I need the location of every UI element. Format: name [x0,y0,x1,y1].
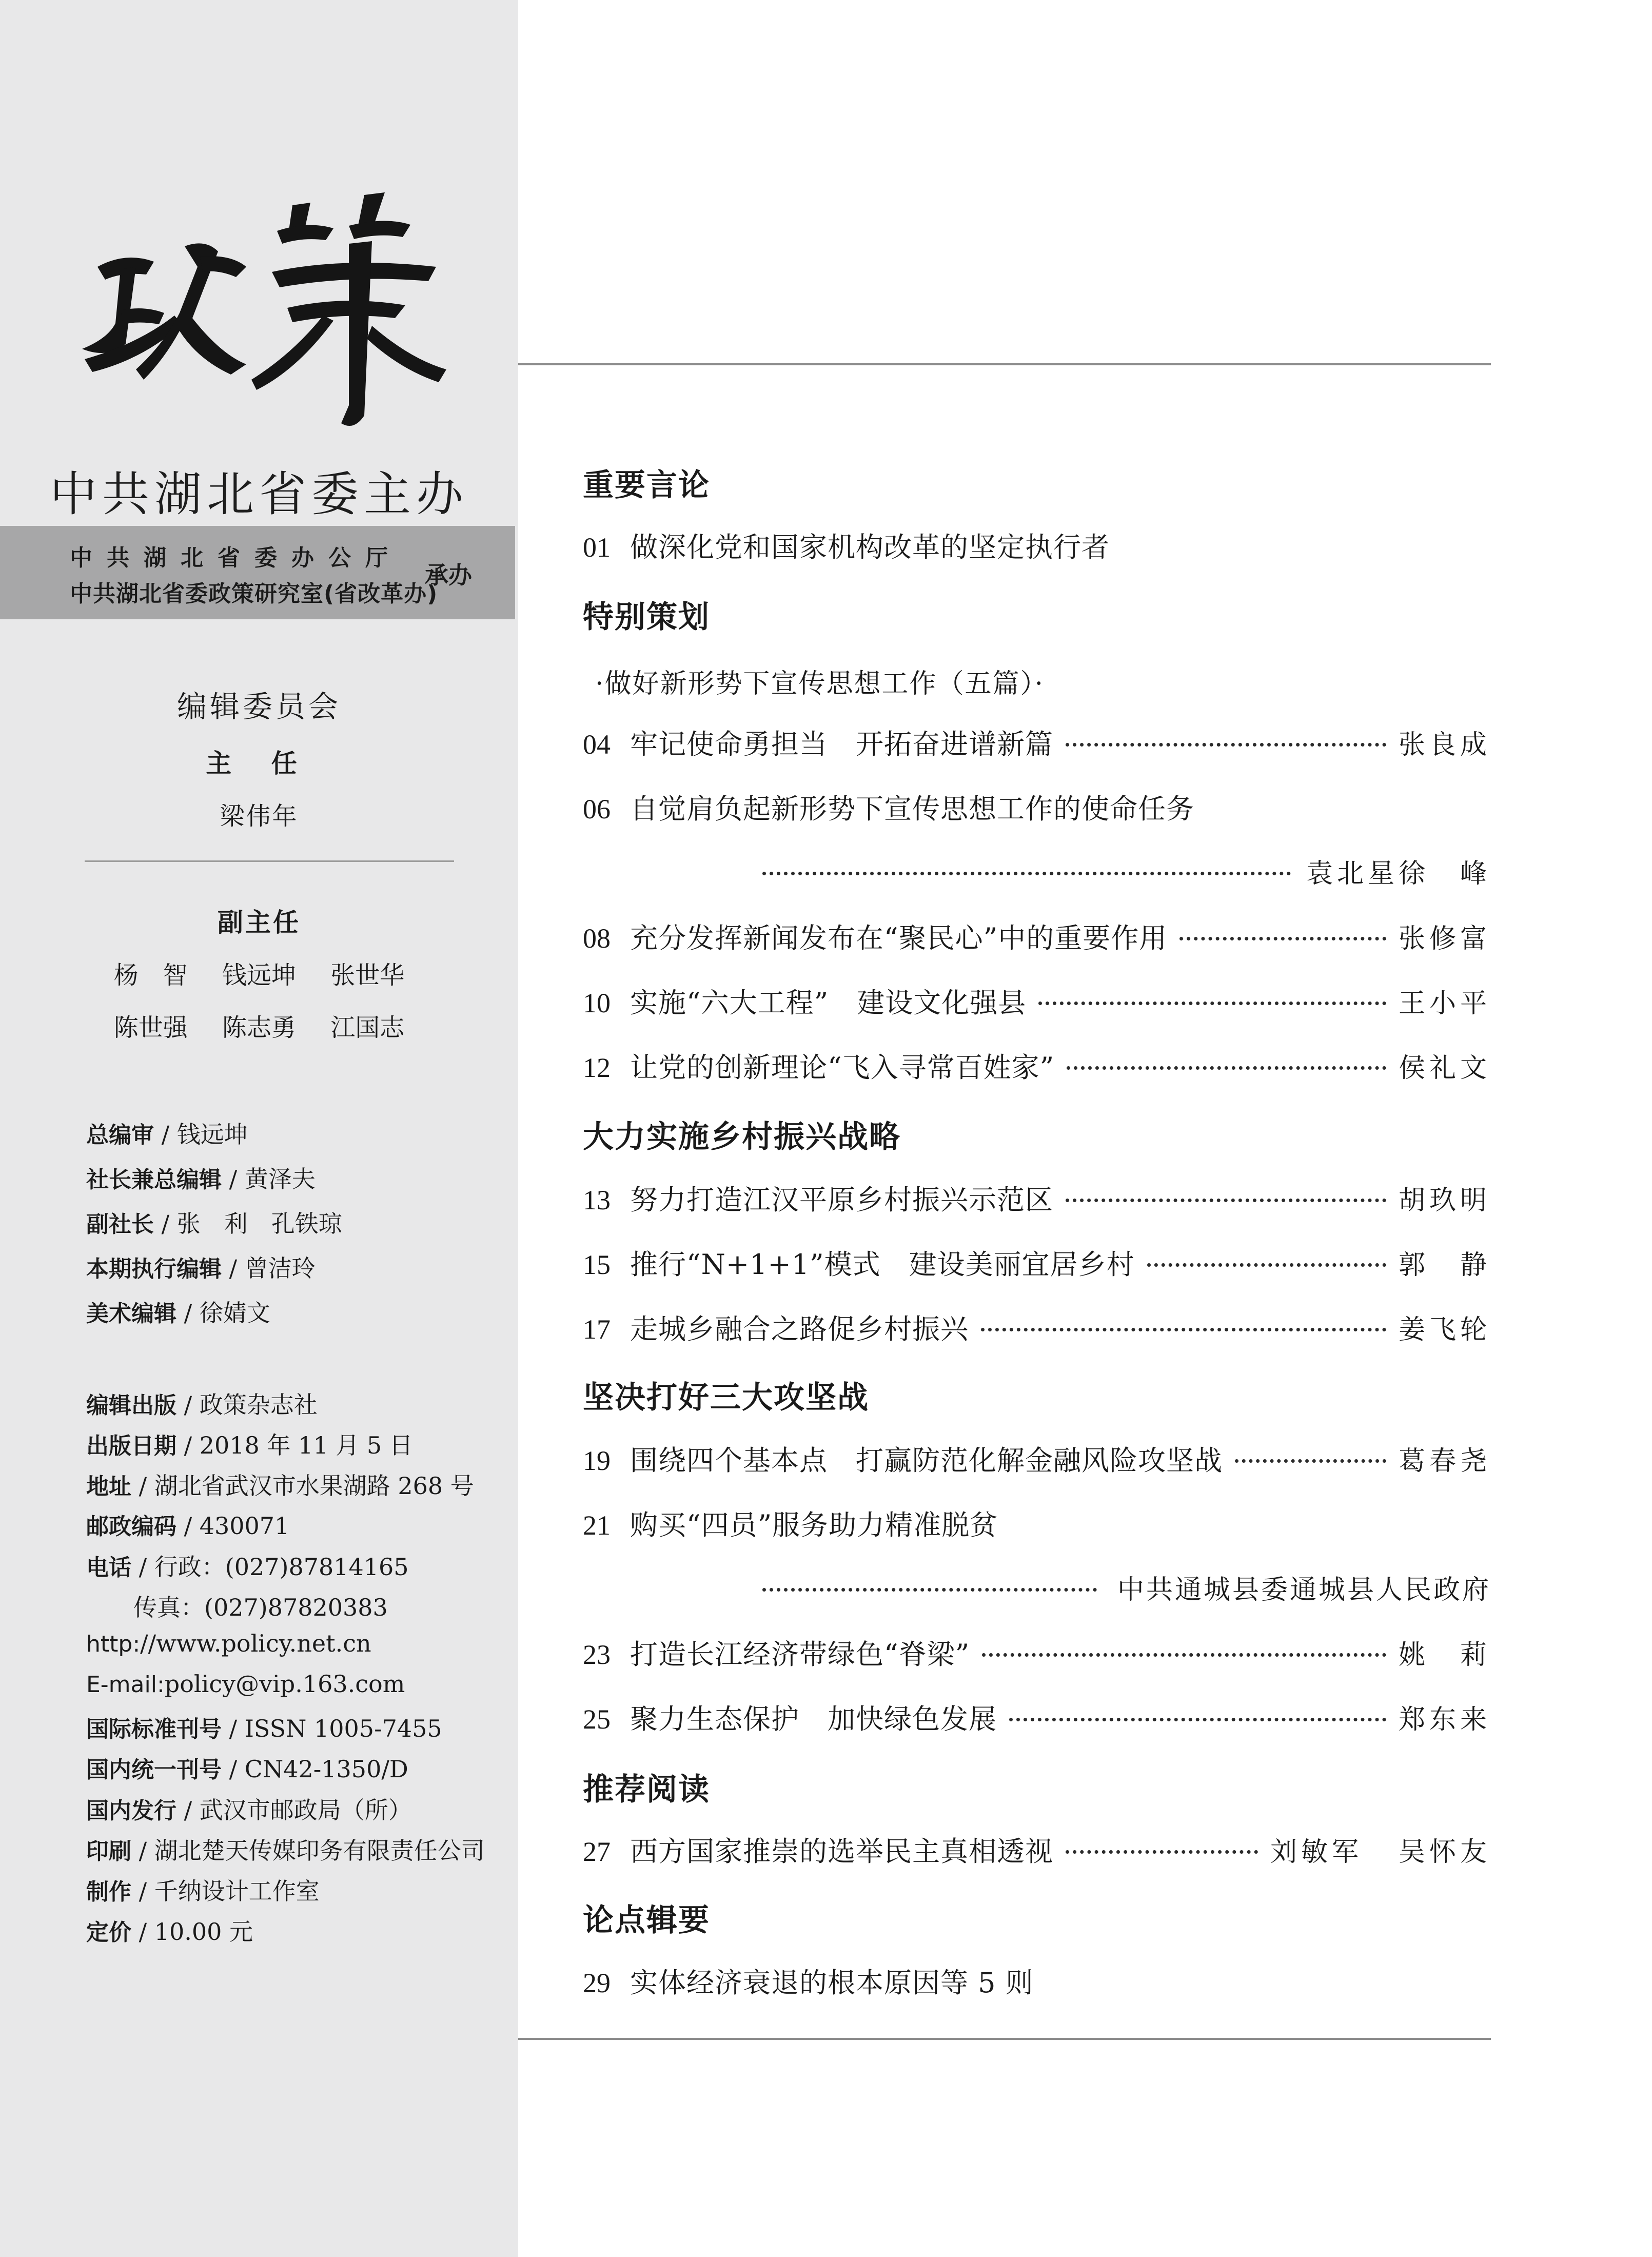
dot-leader [1235,1459,1386,1463]
pub-price: 定价 / 10.00 元 [86,1918,253,1946]
dot-leader [1066,1850,1258,1854]
article-author: 姚 莉 [1398,1640,1491,1671]
dot-leader [981,1328,1386,1331]
toc-entry[interactable] [583,525,1491,566]
toc-entry[interactable] [583,1503,1491,1544]
article-author: 胡玖明 [1398,1185,1491,1216]
page-number: 25 [583,1704,611,1735]
undertake-label: 承办 [425,561,472,589]
toc-entry[interactable] [583,1961,1491,2002]
article-title: 实施“六大工程” 建设文化强县 [630,987,1027,1019]
section-three-battles: 坚决打好三大攻坚战 [583,1380,869,1416]
article-title: 牢记使命勇担当 开拓奋进谱新篇 [630,728,1053,760]
article-title: 打造长江经济带绿色“脊梁” [630,1638,970,1671]
page-number: 04 [583,729,611,760]
staff-deputy-director: 副社长 / 张 利 孔铁琼 [86,1210,342,1238]
deputy-name: 张世华 [330,961,405,990]
article-author: 侯礼文 [1398,1053,1491,1084]
article-title: 让党的创新理论“飞入寻常百姓家” [630,1051,1055,1084]
dot-leader [1038,1002,1386,1005]
pub-email[interactable]: E-mail:policy@vip.163.com [86,1670,405,1698]
feature-subtitle: ·做好新形势下宣传思想工作（五篇）· [595,669,1045,699]
section-viewpoints-digest: 论点辑要 [583,1902,710,1938]
deputy-row-1 [0,955,518,991]
staff-chief-reviewer: 总编审 / 钱远坤 [86,1121,248,1148]
toc-entry[interactable] [583,1243,1491,1284]
toc-entry[interactable] [583,1830,1491,1871]
page-number: 15 [583,1249,611,1280]
dot-leader [1179,937,1386,940]
toc-entry-authors [762,852,1491,893]
pub-printer: 印刷 / 湖北楚天传媒印务有限责任公司 [86,1837,485,1865]
deputy-row-2 [0,1008,518,1043]
page-number: 13 [583,1185,611,1215]
page-number: 12 [583,1052,611,1083]
page-number: 06 [583,794,611,825]
section-special-feature: 特别策划 [583,599,710,635]
dot-leader [1067,1066,1386,1070]
article-author: 中共通城县委通城县人民政府 [1117,1575,1491,1605]
pub-issn: 国际标准刊号 / ISSN 1005-7455 [86,1715,442,1742]
toc-entry-authors [762,1568,1491,1609]
article-title: 西方国家推崇的选举民主真相透视 [630,1835,1053,1868]
article-author: 郑东来 [1398,1704,1491,1735]
toc-entry[interactable] [583,981,1491,1022]
undertaker-office: 中共湖北省委办公厅 [70,545,402,571]
article-author: 葛春尧 [1398,1446,1491,1477]
page-number: 27 [583,1836,611,1867]
page-number: 19 [583,1445,611,1476]
section-important-speeches: 重要言论 [583,467,710,503]
pub-production: 制作 / 千纳设计工作室 [86,1877,320,1905]
staff-art-editor: 美术编辑 / 徐婧文 [86,1299,270,1327]
toc-entry[interactable] [583,1307,1491,1348]
article-author: 张修富 [1398,924,1491,954]
page-number: 17 [583,1314,611,1345]
article-title: 围绕四个基本点 打赢防范化解金融风险攻坚战 [630,1444,1223,1477]
article-author: 袁北星徐 峰 [1306,858,1491,889]
article-title: 推行“N+1+1”模式 建设美丽宜居乡村 [630,1248,1135,1281]
deputy-name: 陈世强 [113,1013,188,1042]
toc-entry[interactable] [583,1439,1491,1480]
sponsor-line: 中共湖北省委主办 [49,467,468,522]
page-number: 01 [583,532,611,563]
article-author: 王小平 [1398,988,1491,1019]
page-number: 29 [583,1968,611,1998]
toc-entry[interactable] [583,787,1491,828]
toc-entry[interactable] [583,1046,1491,1087]
article-title: 实体经济衰退的根本原因等 5 则 [630,1967,1034,1999]
article-author: 姜飞轮 [1398,1314,1491,1345]
dot-leader [1066,1199,1386,1202]
deputy-name: 杨 智 [113,961,188,990]
article-title: 充分发挥新闻发布在“聚民心”中的重要作用 [630,922,1168,954]
page-number: 08 [583,923,611,954]
director-name: 梁伟年 [220,802,299,831]
toc-top-rule [518,363,1491,365]
section-rural-revitalization: 大力实施乡村振兴战略 [583,1119,901,1155]
page-number: 23 [583,1639,611,1670]
deputy-name: 江国志 [330,1013,405,1042]
journal-logo [77,190,451,431]
article-title: 聚力生态保护 加快绿色发展 [630,1703,997,1735]
dot-leader [1009,1718,1386,1721]
committee-title: 编辑委员会 [176,689,341,724]
deputy-name: 钱远坤 [222,961,296,990]
toc-bottom-rule [518,2038,1491,2040]
toc-entry[interactable] [583,1633,1491,1674]
pub-publisher: 编辑出版 / 政策杂志社 [86,1391,318,1419]
pub-postcode: 邮政编码 / 430071 [86,1512,290,1540]
dot-leader [982,1653,1386,1657]
undertaker-band [0,526,515,619]
pub-date: 出版日期 / 2018 年 11 月 5 日 [86,1431,413,1459]
pub-fax: 传真：(027)87820383 [86,1594,388,1621]
article-title: 努力打造江汉平原乡村振兴示范区 [630,1184,1053,1216]
article-title: 做深化党和国家机构改革的坚定执行者 [630,531,1110,563]
pub-cn: 国内统一刊号 / CN42-1350/D [86,1755,408,1783]
dot-leader [1147,1263,1386,1267]
article-title: 购买“四员”服务助力精准脱贫 [630,1509,998,1541]
page-number: 10 [583,988,611,1018]
staff-editor-in-chief: 社长兼总编辑 / 黄泽夫 [86,1165,316,1193]
article-title: 自觉肩负起新形势下宣传思想工作的使命任务 [630,793,1194,825]
dot-leader [1066,743,1386,747]
staff-executive-editor: 本期执行编辑 / 曾洁玲 [86,1254,316,1282]
article-title: 走城乡融合之路促乡村振兴 [630,1313,969,1345]
masthead-sidebar [0,0,518,2257]
page-number: 21 [583,1510,611,1541]
pub-address: 地址 / 湖北省武汉市水果湖路 268 号 [86,1472,474,1500]
undertaker-research: 中共湖北省委政策研究室(省改革办) [70,581,438,607]
deputy-name: 陈志勇 [222,1013,296,1042]
dot-leader [762,1588,1097,1592]
article-author: 刘敏军 吴怀友 [1270,1837,1491,1868]
toc-entry[interactable] [583,1178,1491,1219]
article-author: 张良成 [1398,730,1491,760]
article-author: 郭 静 [1398,1250,1491,1281]
toc-entry[interactable] [583,722,1491,763]
deputy-label: 副主任 [218,908,301,937]
section-recommended-reading: 推荐阅读 [583,1772,710,1808]
pub-website[interactable]: http://www.policy.net.cn [86,1630,371,1657]
director-label: 主 任 [206,749,312,778]
pub-distribution: 国内发行 / 武汉市邮政局（所） [86,1796,412,1824]
pub-phone: 电话 / 行政：(027)87814165 [86,1553,409,1581]
toc-entry[interactable] [583,1697,1491,1738]
committee-divider [85,860,454,862]
toc-entry[interactable] [583,916,1491,957]
dot-leader [762,872,1291,875]
